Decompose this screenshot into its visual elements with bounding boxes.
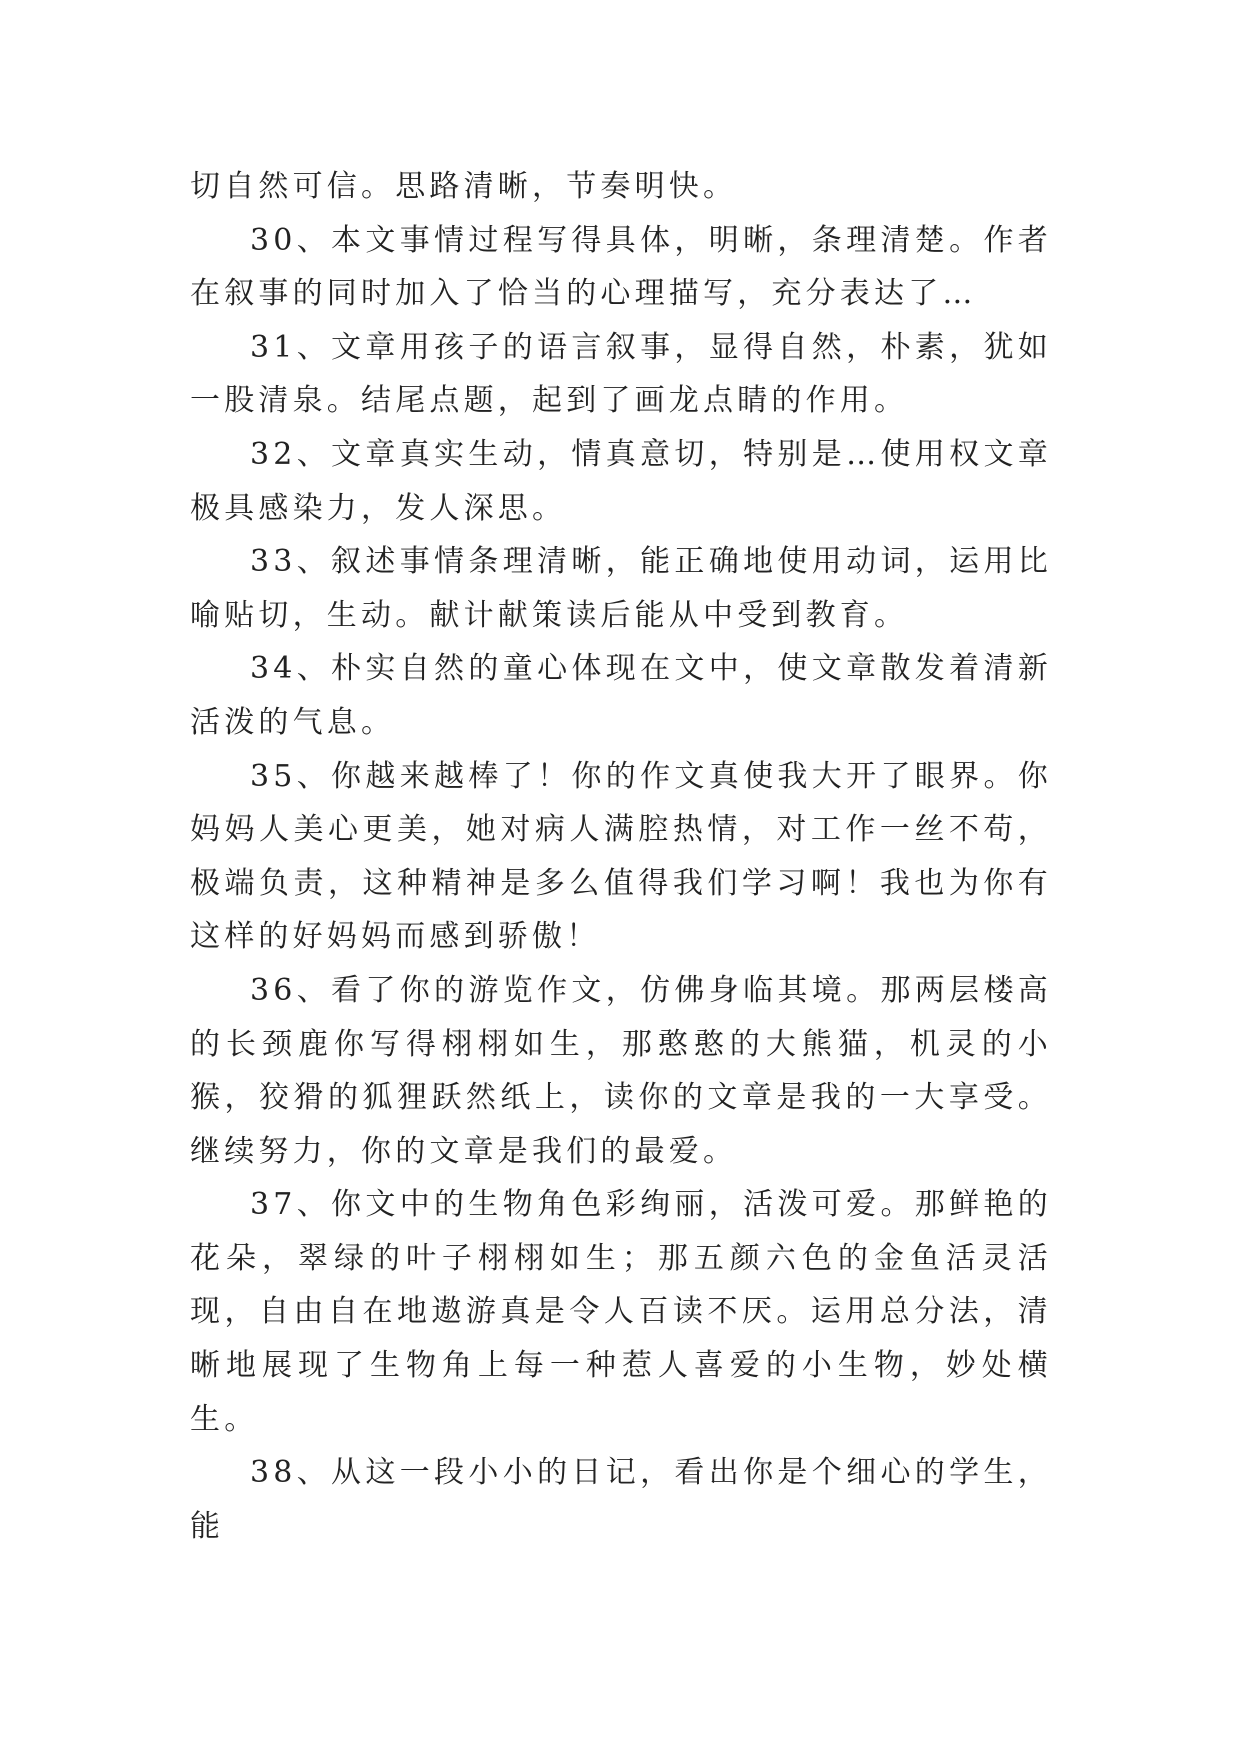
paragraph-38: 38、从这一段小小的日记，看出你是个细心的学生，能	[190, 1455, 1052, 1544]
paragraph-36: 36、看了你的游览作文，仿佛身临其境。那两层楼高的长颈鹿你写得栩栩如生，那憨憨的大熊猫，机灵的小猴，狡猾的狐狸跃然纸上，读你的文章是我的一大享受。继续努力，你的文章是我们的最爱。	[190, 972, 1052, 1169]
paragraph-37: 37、你文中的生物角色彩绚丽，活泼可爱。那鲜艳的花朵，翠绿的叶子栩栩如生；那五颜六色的金鱼活灵活现，自由自在地遨游真是令人百读不厌。运用总分法，清晰地展现了生物角上每一种惹人喜爱的小生物，妙处横生。	[190, 1187, 1052, 1437]
paragraph-31: 31、文章用孩子的语言叙事，显得自然，朴素，犹如一股清泉。结尾点题，起到了画龙点睛的作用。	[190, 329, 1052, 419]
paragraph-30: 30、本文事情过程写得具体，明晰，条理清楚。作者在叙事的同时加入了恰当的心理描写，充分表达了…	[190, 222, 1052, 312]
paragraph-34: 34、朴实自然的童心体现在文中，使文章散发着清新活泼的气息。	[190, 651, 1052, 740]
paragraph-32: 32、文章真实生动，情真意切，特别是…使用权文章极具感染力，发人深思。	[190, 436, 1052, 526]
paragraph-35: 35、你越来越棒了！你的作文真使我大开了眼界。你妈妈人美心更美，她对病人满腔热情，对工作一丝不苟，极端负责，这种精神是多么值得我们学习啊！我也为你有这样的好妈妈而感到骄傲！	[190, 758, 1052, 955]
document-body	[190, 160, 1052, 1553]
paragraph-continued: 切自然可信。思路清晰，节奏明快。	[190, 169, 738, 204]
paragraph-33: 33、叙述事情条理清晰，能正确地使用动词，运用比喻贴切，生动。献计献策读后能从中受到教育。	[190, 544, 1052, 633]
